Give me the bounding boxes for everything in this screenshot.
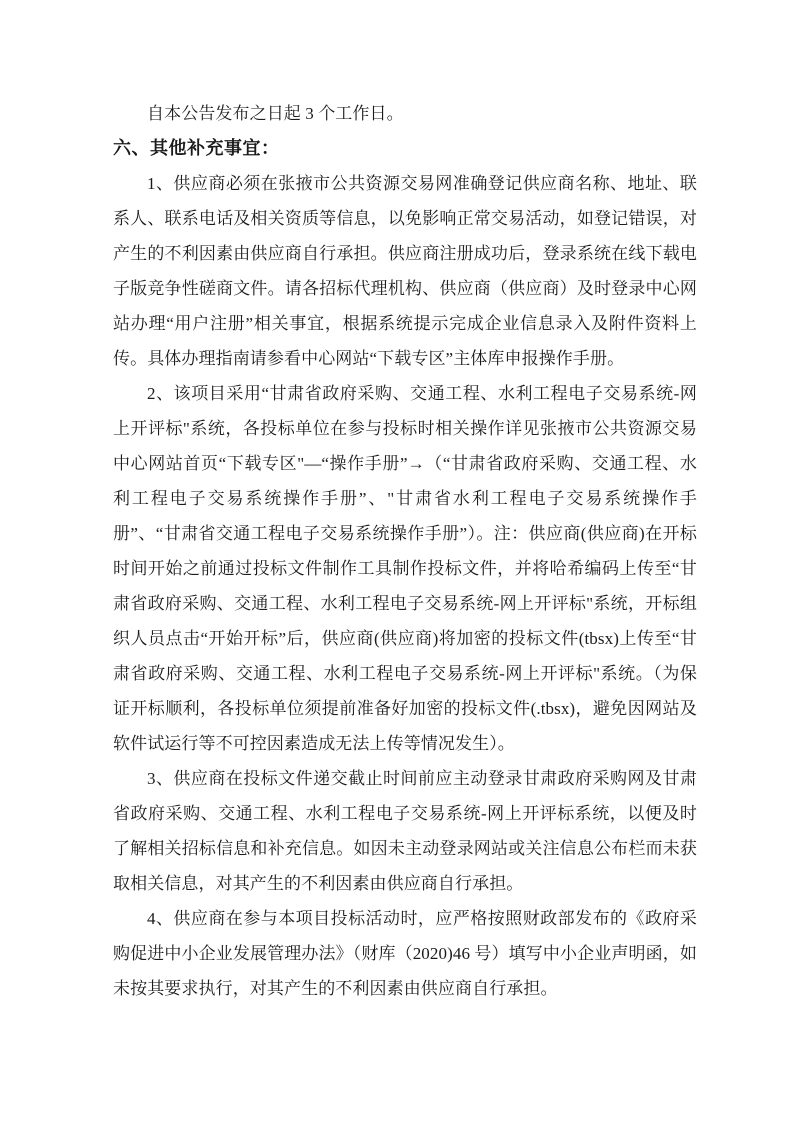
- paragraph-3: 3、供应商在投标文件递交截止时间前应主动登录甘肃政府采购网及甘肃省政府采购、交通工程、水利工程电子交易系统-网上开评标系统，以便及时了解相关招标信息和补充信息。如因未主动登录网站或关注信息公布栏而未获取相关信息，对其产生的不利因素由供应商自行承担。: [113, 769, 697, 893]
- section-heading: 六、其他补充事宜：: [113, 138, 280, 158]
- paragraph-2: 2、该项目采用“甘肃省政府采购、交通工程、水利工程电子交易系统-网上开评标"系统，各投标单位在参与投标时相关操作详见张掖市公共资源交易中心网站首页“下载专区"—“操作手册”→（“甘肃省政府采购、交通工程、水利工程电子交易系统操作手册”、"甘肃省水利工程电子交易系统操作手册”、“甘肃省交通工程电子交易系统操作手册”）。注：供应商(供应商)在开标时间开始之前通过投标文件制作工具制作投标文件，并将哈希编码上传至“甘肃省政府采购、交通工程、水利工程电子交易系统-网上开评标"系统，开标组织人员点击“开始开标”后，供应商(供应商)将加密的投标文件(tbsx)上传至“甘肃省政府采购、交通工程、水利工程电子交易系统-网上开评标"系统。（为保证开标顺利，各投标单位须提前准备好加密的投标文件(.tbsx)，避免因网站及软件试运行等不可控因素造成无法上传等情况发生）。: [113, 384, 697, 753]
- intro-paragraph: 自本公告发布之日起 3 个工作日。: [147, 104, 404, 123]
- paragraph-1: 1、供应商必须在张掖市公共资源交易网准确登记供应商名称、地址、联系人、联系电话及相关资质等信息，以免影响正常交易活动，如登记错误，对产生的不利因素由供应商自行承担。供应商注册成功后，登录系统在线下载电子版竞争性磋商文件。请各招标代理机构、供应商（供应商）及时登录中心网站办理“用户注册”相关事宜，根据系统提示完成企业信息录入及附件资料上传。具体办理指南请参看中心网站“下载专区”主体库申报操作手册。: [113, 174, 697, 368]
- paragraph-4: 4、供应商在参与本项目投标活动时，应严格按照财政部发布的《政府采购促进中小企业发展管理办法》（财库（2020)46 号）填写中小企业声明函，如未按其要求执行，对其产生的不利因素由供应商自行承担。: [113, 909, 697, 998]
- document-body: [113, 96, 697, 1006]
